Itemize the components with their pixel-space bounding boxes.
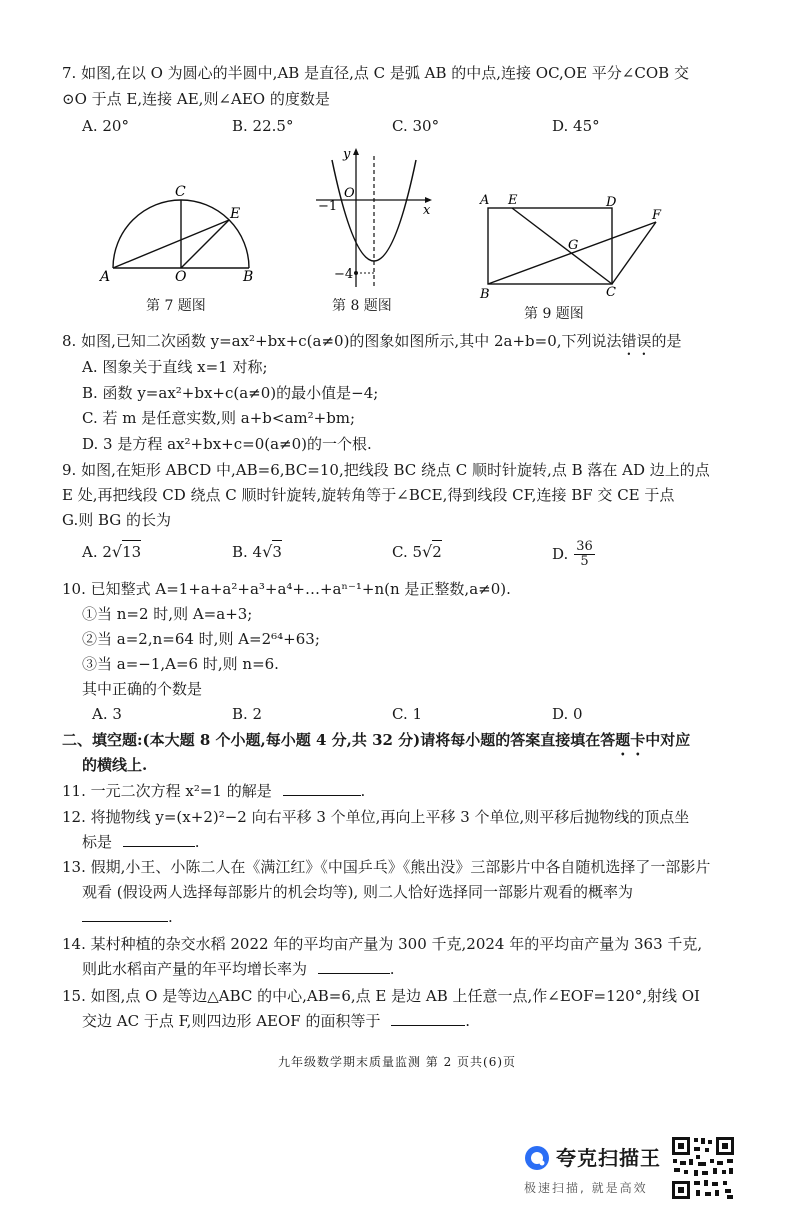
q7-line1: 7. 如图,在以 O 为圆心的半圆中,AB 是直径,点 C 是弧 AB 的中点,连接 OC,OE 平分∠COB 交 [62, 64, 689, 82]
q8-option-a: A. 图象关于直线 x=1 对称; [82, 358, 268, 376]
point-minus-four [354, 271, 358, 275]
label-g: G [568, 238, 579, 253]
segment-oe [181, 220, 229, 268]
q12-line2 [82, 831, 200, 854]
q15-text: 交边 AC 于点 F,则四边形 AEOF 的面积等于 [82, 1012, 381, 1030]
q9-option-b [232, 540, 392, 570]
q7-line2: ⊙O 于点 E,连接 AE,则∠AEO 的度数是 [62, 90, 330, 108]
q10-line1: 10. 已知整式 A=1+a+a²+a³+a⁴+…+aⁿ⁻¹+n(n 是正整数,a≠0). [62, 580, 511, 598]
q10-option-c: C. 1 [392, 705, 423, 723]
segment-ce [512, 208, 612, 284]
label-c: C [175, 184, 186, 200]
figure-7 [98, 180, 268, 285]
q8-line1-emph: 错误 [621, 332, 652, 350]
label-origin: O [344, 186, 355, 201]
q9-option-a [82, 540, 232, 570]
q13-line2: 观看 (假设两人选择每部影片的机会均等), 则二人恰好选择同一部影片观看的概率为 [82, 883, 634, 901]
q11-answer-blank[interactable] [283, 782, 361, 796]
q13-line1: 13. 假期,小王、小陈二人在《满江红》《中国乒乓》《熊出没》三部影片中各自随机选择了一部影片 [62, 858, 711, 876]
q9-d-denominator: 5 [580, 554, 589, 570]
label-b: B [480, 287, 490, 302]
q8-option-c: C. 若 m 是任意实数,则 a+b<am²+bm; [82, 409, 356, 427]
q11-line [62, 780, 365, 803]
q10-statement1: ①当 n=2 时,则 A=a+3; [82, 605, 253, 623]
q8-line1-pre: 8. 如图,已知二次函数 y=ax²+bx+c(a≠0)的图象如图所示,其中 2a+b=0,下列说法 [62, 332, 622, 350]
q12-text: 标是 [82, 833, 113, 851]
q8-line1-post: 的是 [651, 332, 682, 350]
q8-option-d: D. 3 是方程 ax²+bx+c=0(a≠0)的一个根. [82, 435, 372, 453]
label-x: x [423, 203, 431, 218]
q12-answer-blank[interactable] [123, 833, 195, 847]
q9-line1: 9. 如图,在矩形 ABCD 中,AB=6,BC=10,把线段 BC 绕点 C 顺时针旋转,点 B 落在 AD 边上的点 [62, 461, 710, 479]
label-o: O [175, 269, 187, 285]
q14-line2 [82, 958, 395, 981]
q10-options [92, 703, 752, 726]
q9-d-numerator: 36 [576, 539, 593, 554]
rectangle-abcd [488, 208, 612, 284]
q7-option-c: C. 30° [392, 117, 440, 135]
section2-line2: 的横线上. [82, 756, 148, 774]
label-f: F [652, 208, 662, 223]
q15-line2 [82, 1010, 470, 1033]
q12-end: . [194, 833, 200, 851]
quark-logo-icon [524, 1145, 550, 1171]
label-minus-four: −4 [334, 267, 354, 282]
q13-line3 [82, 906, 173, 929]
label-d: D [606, 195, 617, 210]
page-footer: 九年级数学期末质量监测 第 2 页共(6)页 [277, 1055, 517, 1069]
q9-c-radicand: 2 [432, 540, 442, 564]
figure-7-caption: 第 7 题图 [146, 298, 206, 314]
figure-9 [476, 188, 676, 303]
q7-option-d: D. 45° [552, 117, 600, 135]
q14-end: . [389, 960, 395, 978]
q9-a-coef: A. 2 [82, 543, 112, 561]
q14-line1: 14. 某村种植的杂交水稻 2022 年的平均亩产量为 300 千克,2024 年的平均亩产量为 363 千克, [62, 935, 703, 953]
q9-option-d [552, 540, 595, 570]
q9-b-coef: B. 4 [232, 543, 263, 561]
sqrt-sign: √ [422, 542, 433, 561]
q7-options [82, 115, 742, 138]
qr-code-icon [670, 1135, 736, 1201]
q15-answer-blank[interactable] [391, 1012, 465, 1026]
logo-title: 夸克扫描王 [556, 1146, 661, 1170]
q9-line2: E 处,再把线段 CD 绕点 C 顺时针旋转,旋转角等于∠BCE,得到线段 CF,连接 BF 交 CE 于点 [62, 486, 675, 504]
q10-option-b: B. 2 [232, 705, 263, 723]
q9-c-coef: C. 5 [392, 543, 423, 561]
q9-b-radicand: 3 [272, 540, 282, 564]
q9-d-label: D. [552, 545, 569, 564]
q9-option-c [392, 540, 552, 570]
q13-answer-blank[interactable] [82, 908, 168, 922]
segment-cf [612, 222, 656, 284]
q10-option-d: D. 0 [552, 705, 583, 723]
q9-options [82, 540, 742, 570]
figure-8 [310, 142, 440, 292]
q12-line1: 12. 将抛物线 y=(x+2)²−2 向右平移 3 个单位,再向上平移 3 个单位,则平移后抛物线的顶点坐 [62, 808, 690, 826]
q15-end: . [465, 1012, 471, 1030]
q9-line3: G.则 BG 的长为 [62, 511, 172, 529]
q10-question: 其中正确的个数是 [82, 680, 203, 698]
q10-statement2: ②当 a=2,n=64 时,则 A=2⁶⁴+63; [82, 630, 320, 648]
logo-subtitle: 极速扫描, 就是高效 [524, 1181, 648, 1195]
q10-statement3: ③当 a=−1,A=6 时,则 n=6. [82, 655, 279, 673]
section2-line1-pre: 二、填空题:(本大题 8 个小题,每小题 4 分,共 32 分)请将每小题的答案直接填在答 [62, 731, 616, 749]
q8-line1 [62, 330, 682, 359]
q13-end: . [168, 908, 173, 926]
segment-bf [488, 222, 656, 284]
section2-line1-post: 中对应 [645, 731, 691, 749]
figure-9-caption: 第 9 题图 [524, 306, 584, 322]
label-minus-one: −1 [318, 199, 338, 214]
label-e: E [230, 206, 241, 222]
segment-ae [113, 220, 229, 268]
q11-text: 11. 一元二次方程 x²=1 的解是 [62, 782, 272, 800]
parabola [332, 160, 416, 261]
scanner-watermark [524, 1143, 664, 1203]
y-axis-arrow [353, 148, 359, 155]
q7-option-a: A. 20° [82, 117, 129, 135]
label-a: A [100, 269, 111, 285]
section2-heading [62, 729, 690, 759]
q14-text: 则此水稻亩产量的年平均增长率为 [82, 960, 308, 978]
fraction [574, 540, 595, 570]
sqrt-sign: √ [262, 542, 273, 561]
q10-option-a: A. 3 [92, 705, 122, 723]
q7-option-b: B. 22.5° [232, 117, 294, 135]
q9-a-radicand: 13 [122, 540, 141, 564]
q15-line1: 15. 如图,点 O 是等边△ABC 的中心,AB=6,点 E 是边 AB 上任意一点,作∠EOF=120°,射线 OI [62, 987, 700, 1005]
q8-option-b: B. 函数 y=ax²+bx+c(a≠0)的最小值是−4; [82, 384, 379, 402]
q11-end: . [360, 782, 366, 800]
label-c: C [606, 285, 616, 300]
figure-8-caption: 第 8 题图 [332, 298, 392, 314]
label-a: A [480, 193, 490, 208]
section2-line1-emph: 题卡 [615, 731, 646, 749]
label-e: E [508, 193, 518, 208]
label-y: y [343, 147, 351, 162]
label-b: B [243, 269, 254, 285]
q14-answer-blank[interactable] [318, 960, 390, 974]
sqrt-sign: √ [111, 542, 123, 561]
